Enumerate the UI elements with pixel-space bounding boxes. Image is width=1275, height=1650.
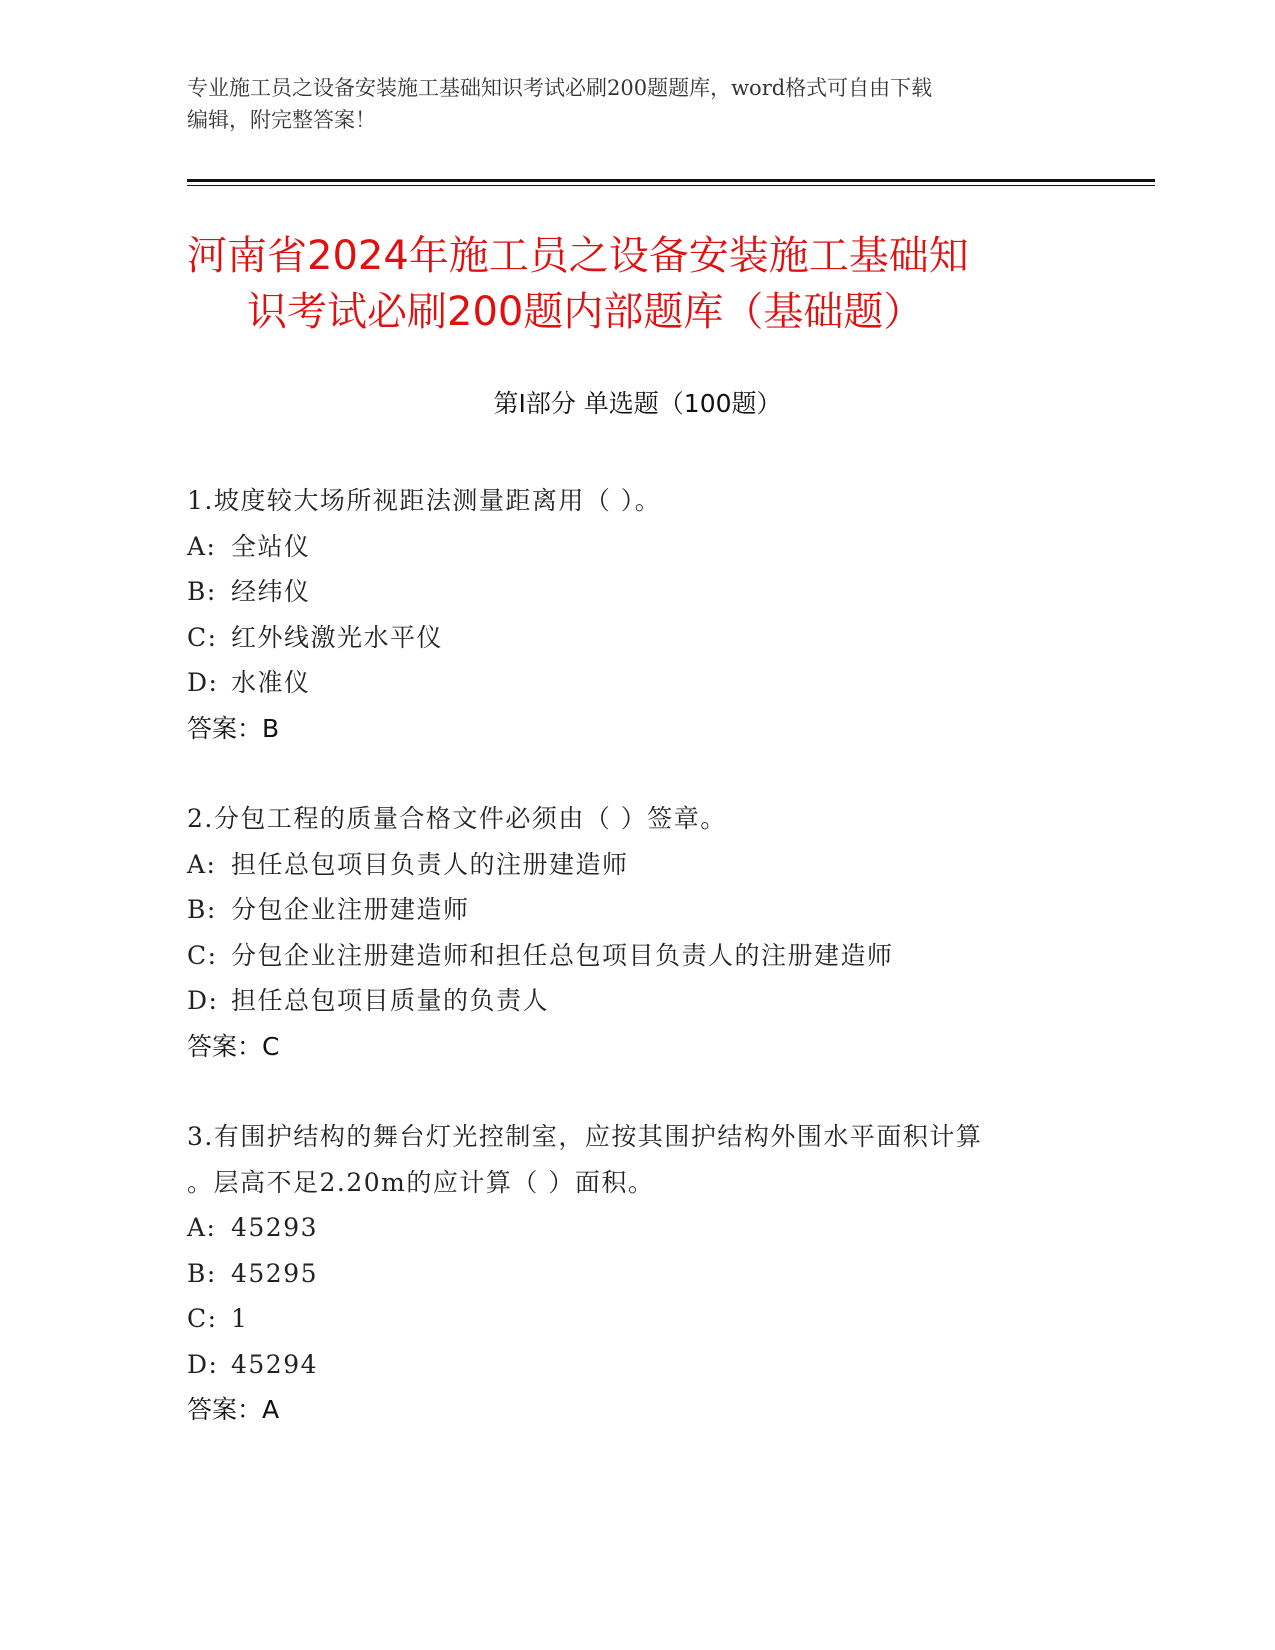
option-d — [187, 978, 1087, 1024]
option-key: B: — [187, 1258, 217, 1288]
option-key: A: — [187, 531, 217, 561]
option-text: 经纬仪 — [231, 577, 311, 606]
option-b — [187, 887, 1087, 933]
question-2 — [187, 796, 1087, 1069]
answer: 答案：B — [187, 713, 280, 743]
option-key: D: — [187, 668, 219, 697]
header-divider-thick — [187, 179, 1155, 182]
option-a — [187, 524, 1087, 570]
option-a — [187, 1205, 1087, 1251]
option-text: 全站仪 — [231, 531, 311, 561]
option-text: 分包企业注册建造师和担任总包项目负责人的注册建造师 — [231, 940, 894, 970]
question-stem-line1: 3.有围护结构的舞台灯光控制室，应按其围护结构外围水平面积计算 — [187, 1122, 983, 1151]
option-b — [187, 569, 1087, 615]
option-text: 45295 — [231, 1258, 319, 1288]
option-text: 1 — [231, 1304, 249, 1333]
option-key: D: — [187, 1349, 219, 1379]
document-title-line1: 河南省2024年施工员之设备安装施工基础知 — [187, 233, 969, 279]
option-d — [187, 660, 1087, 706]
answer: 答案：C — [187, 1031, 280, 1061]
question-1 — [187, 478, 1087, 751]
header-note-line1: 专业施工员之设备安装施工基础知识考试必刷200题题库，word格式可自由下载 — [187, 76, 933, 100]
option-key: B: — [187, 577, 217, 606]
option-key: C: — [187, 622, 218, 652]
option-c — [187, 615, 1087, 661]
question-stem: 1.坡度较大场所视距法测量距离用（ ）。 — [187, 486, 662, 515]
document-title-line2: 识考试必刷200题内部题库（基础题） — [247, 289, 924, 335]
option-text: 担任总包项目负责人的注册建造师 — [231, 849, 629, 879]
header-divider-thin — [187, 185, 1155, 186]
option-key: A: — [187, 849, 217, 879]
answer: 答案：A — [187, 1395, 280, 1424]
option-text: 分包企业注册建造师 — [231, 895, 470, 924]
option-key: C: — [187, 940, 218, 970]
option-text: 45293 — [231, 1213, 319, 1242]
question-list — [187, 478, 1087, 1478]
option-a — [187, 842, 1087, 888]
option-text: 45294 — [231, 1349, 319, 1379]
option-text: 水准仪 — [231, 668, 311, 697]
question-stem: 2.分包工程的质量合格文件必须由（ ）签章。 — [187, 804, 727, 833]
option-c — [187, 1296, 1087, 1342]
question-3 — [187, 1114, 1087, 1433]
header-note-line2: 编辑，附完整答案！ — [187, 108, 376, 132]
option-key: B: — [187, 895, 217, 924]
section-title: 第Ⅰ部分 单选题（100题） — [493, 389, 782, 418]
option-text: 担任总包项目质量的负责人 — [231, 986, 550, 1015]
document-title — [187, 228, 1087, 340]
question-stem-line2: 。层高不足2.20m的应计算（ ）面积。 — [187, 1167, 655, 1197]
option-text: 红外线激光水平仪 — [231, 622, 444, 652]
option-c — [187, 933, 1087, 979]
option-key: C: — [187, 1304, 218, 1333]
header-note — [187, 72, 1067, 136]
option-key: A: — [187, 1213, 217, 1242]
option-key: D: — [187, 986, 219, 1015]
option-b — [187, 1251, 1087, 1297]
option-d — [187, 1342, 1087, 1388]
